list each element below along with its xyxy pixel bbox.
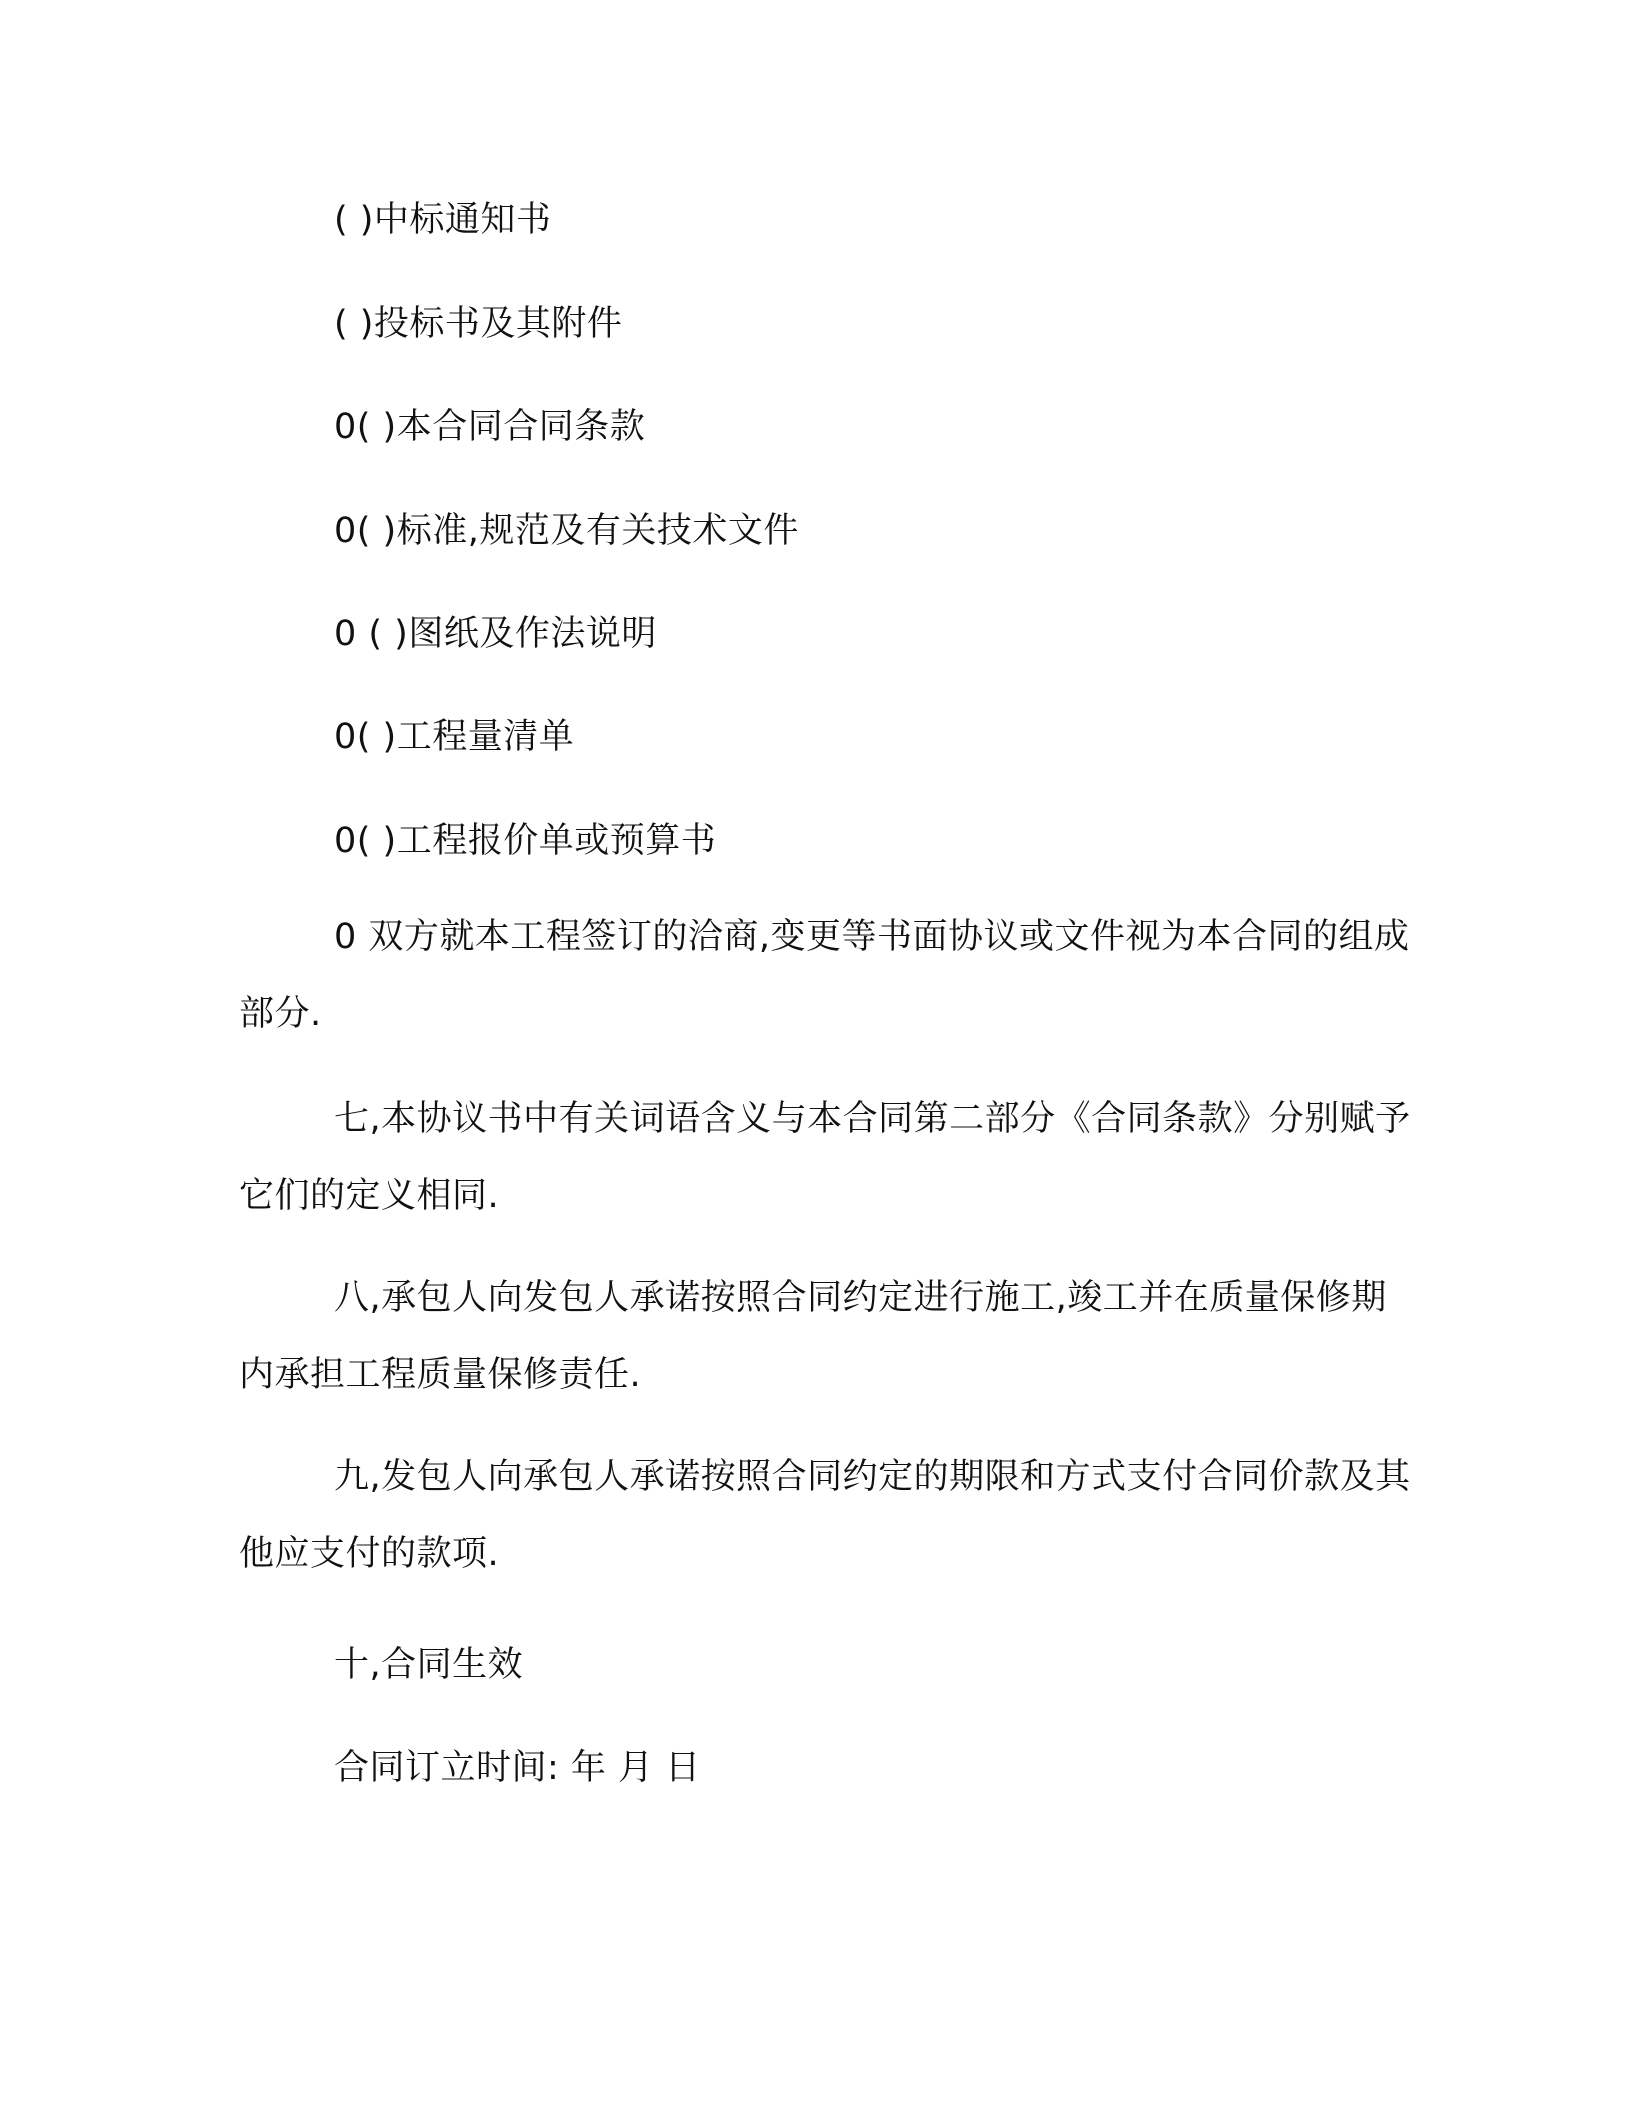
item-drawings: 0 ( )图纸及作法说明 bbox=[334, 614, 657, 654]
item-quotation-budget: 0( )工程报价单或预算书 bbox=[334, 821, 717, 861]
item-contract-clauses: 0( )本合同合同条款 bbox=[334, 407, 646, 447]
item-tender-and-attachments: ( )投标书及其附件 bbox=[334, 304, 623, 344]
paragraph-nine-employer-commitment: 九,发包人向承包人承诺按照合同约定的期限和方式支付合同价款及其他应支付的款项. bbox=[239, 1457, 1411, 1574]
item-standards-specs: 0( )标准,规范及有关技术文件 bbox=[334, 511, 799, 551]
section-ten-heading: 十,合同生效 bbox=[334, 1645, 524, 1685]
signing-time-line: 合同订立时间: 年 月 日 bbox=[334, 1748, 701, 1788]
paragraph-eight-contractor-commitment: 八,承包人向发包人承诺按照合同约定进行施工,竣工并在质量保修期内承担工程质量保修责任. bbox=[239, 1278, 1387, 1395]
item-bid-award-notice: ( )中标通知书 bbox=[334, 200, 552, 240]
paragraph-agreements: 0 双方就本工程签订的洽商,变更等书面协议或文件视为本合同的组成部分. bbox=[239, 917, 1410, 1034]
item-bill-of-quantities: 0( )工程量清单 bbox=[334, 717, 575, 757]
paragraph-seven-definitions: 七,本协议书中有关词语含义与本合同第二部分《合同条款》分别赋予它们的定义相同. bbox=[239, 1099, 1411, 1216]
